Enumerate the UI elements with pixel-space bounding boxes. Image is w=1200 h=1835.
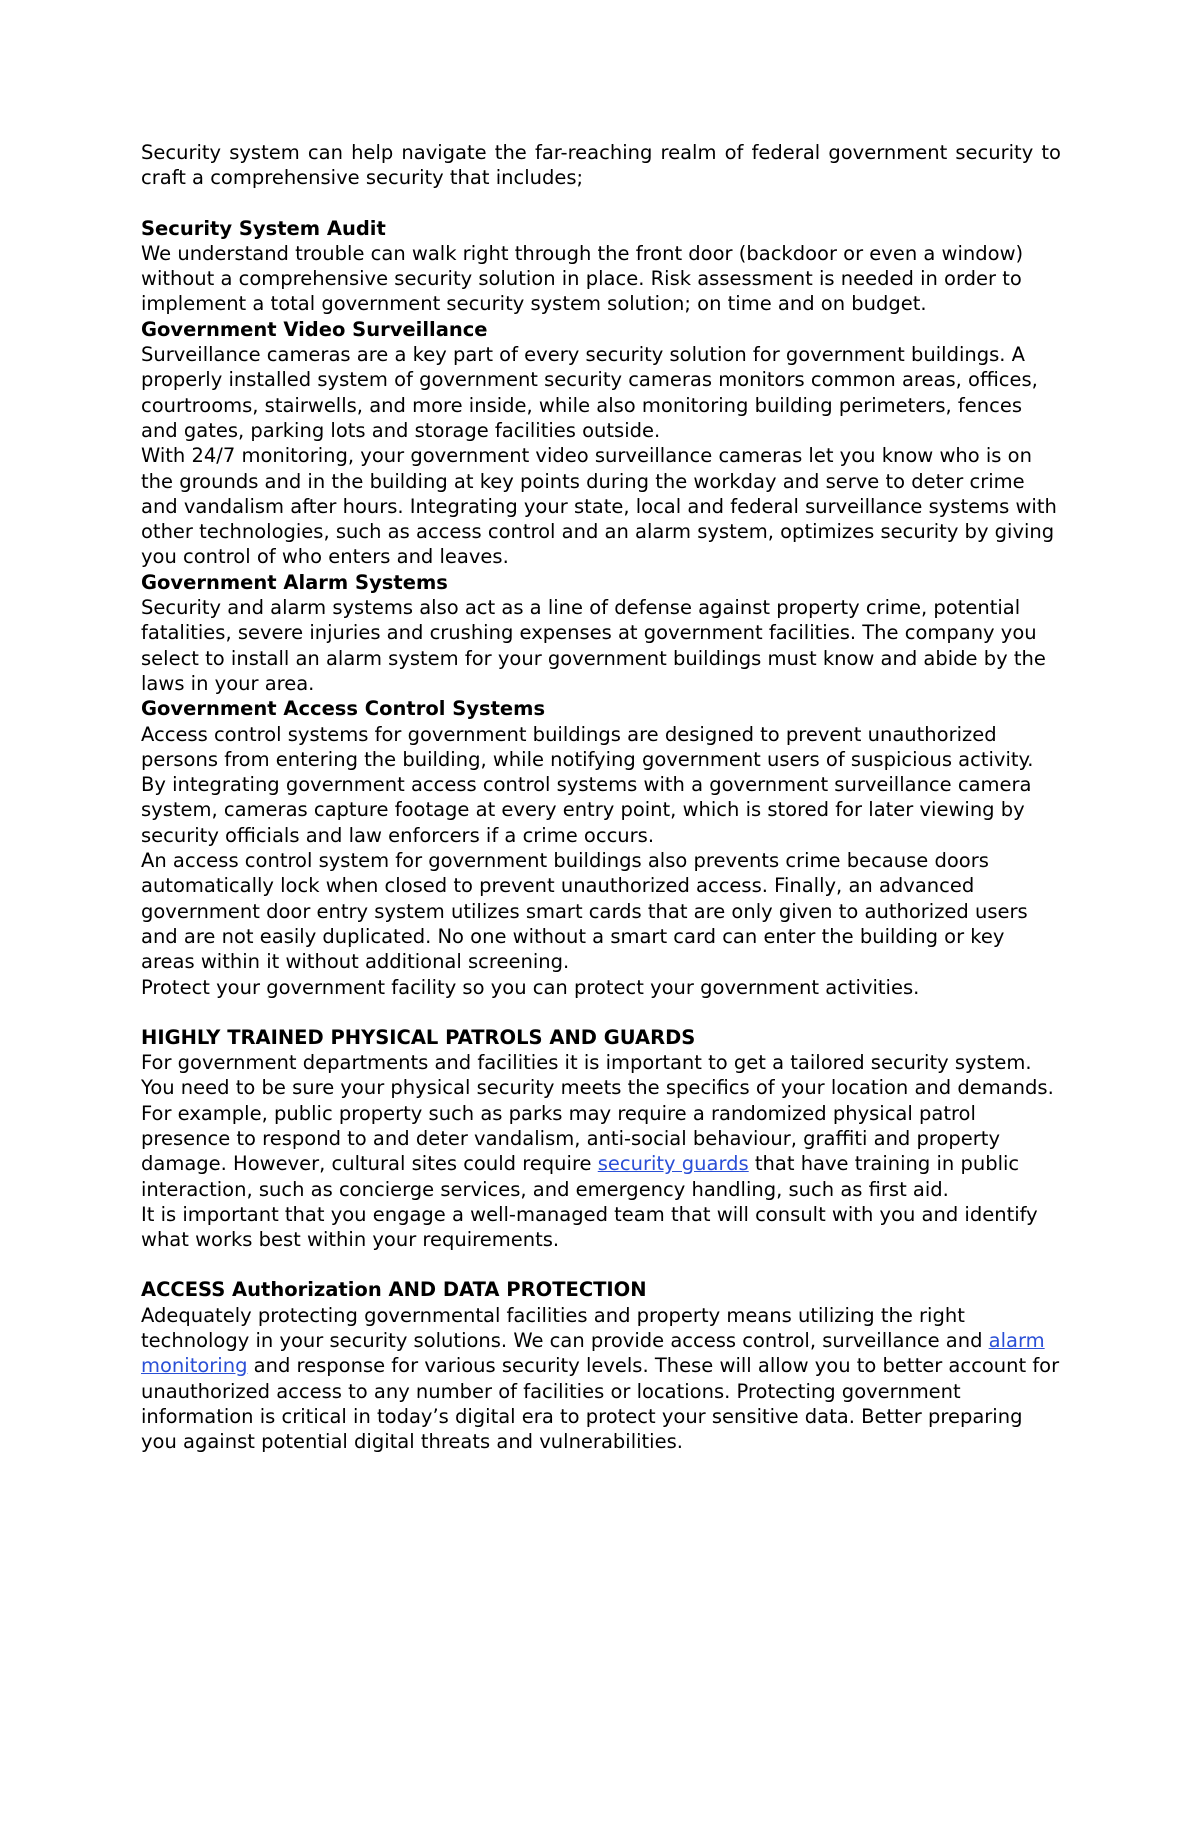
security-system-audit-paragraph: We understand trouble can walk right through the front door (backdoor or even a window) without a comprehensive security solution in place. Risk assessment is needed in order to implement a total government security system solution; on time and on budget. [141, 241, 1024, 316]
access-control-paragraph-1: Access control systems for government buildings are designed to prevent unauthorized persons from entering the building, while notifying government users of suspicious activity. By integrating government access control systems with a government surveillance camera system, cameras capture footage at every entry point, which is stored for later viewing by security officials and law enforcers if a crime occurs. [141, 722, 1034, 847]
paragraph-spacer [141, 1000, 1061, 1025]
video-surveillance-heading: Government Video Surveillance [141, 317, 488, 341]
video-surveillance-paragraph-1: Surveillance cameras are a key part of every security solution for government buildings. A properly installed system of government security cameras monitors common areas, offices, courtrooms, stairwells, and more inside, while also monitoring building perimeters, fences and gates, parking lots and storage facilities outside. [141, 343, 1038, 442]
paragraph-spacer [141, 1252, 1061, 1277]
data-protection-heading: ACCESS Authorization AND DATA PROTECTION [141, 1278, 647, 1302]
patrols-guards-paragraph-2: It is important that you engage a well-managed team that will consult with you and identify what works best within your requirements. [141, 1202, 1038, 1252]
data-text-before-link: Adequately protecting governmental facilities and property means utilizing the right technology in your security solutions. We can provide access control, surveillance and [141, 1303, 989, 1353]
access-control-paragraph-3: Protect your government facility so you can protect your government activities. [141, 975, 920, 999]
paragraph-spacer [141, 191, 1061, 216]
data-text-after-link: and response for various security levels. These will allow you to better account for unauthorized access to any number of facilities or locations. Protecting government information is critical in today’s digital era to protect your sensitive data. Better preparing you against potential digital threats and vulnerabilities. [141, 1354, 1060, 1454]
patrols-guards-paragraph-1 [141, 1050, 1061, 1202]
document-page [141, 140, 1061, 1455]
patrols-guards-heading: HIGHLY TRAINED PHYSICAL PATROLS AND GUARDS [141, 1025, 696, 1049]
security-guards-link[interactable]: security guards [597, 1152, 749, 1176]
security-system-audit-heading: Security System Audit [141, 216, 386, 240]
patrols-text-before-link: For government departments and facilities it is important to get a tailored security system. You need to be sure your physical security meets the specifics of your location and demands. For example, public property such as parks may require a randomized physical patrol presence to respond to and deter vandalism, anti-social behaviour, graffiti and property damage. However, cultural sites could require [141, 1051, 1054, 1176]
video-surveillance-paragraph-2: With 24/7 monitoring, your government video surveillance cameras let you know who is on the grounds and in the building at key points during the workday and serve to deter crime and vandalism after hours. Integrating your state, local and federal surveillance systems with other technologies, such as access control and an alarm system, optimizes security by giving you control of who enters and leaves. [141, 444, 1057, 569]
data-protection-paragraph [141, 1303, 1061, 1455]
alarm-systems-paragraph: Security and alarm systems also act as a line of defense against property crime, potential fatalities, severe injuries and crushing expenses at government facilities. The company you select to install an alarm system for your government buildings must know and abide by the laws in your area. [141, 596, 1046, 695]
alarm-monitoring-link[interactable]: alarm monitoring [141, 1329, 1045, 1378]
access-control-paragraph-2: An access control system for government buildings also prevents crime because doors automatically lock when closed to prevent unauthorized access. Finally, an advanced government door entry system utilizes smart cards that are only given to authorized users and are not easily duplicated. No one without a smart card can enter the building or key areas within it without additional screening. [141, 849, 1028, 974]
access-control-heading: Government Access Control Systems [141, 697, 546, 721]
intro-paragraph: Security system can help navigate the far-reaching realm of federal government security to craft a comprehensive security that includes; [141, 141, 1061, 190]
patrols-text-after-link: that have training in public interaction, such as concierge services, and emergency handling, such as first aid. [141, 1152, 1020, 1201]
alarm-systems-heading: Government Alarm Systems [141, 570, 448, 594]
